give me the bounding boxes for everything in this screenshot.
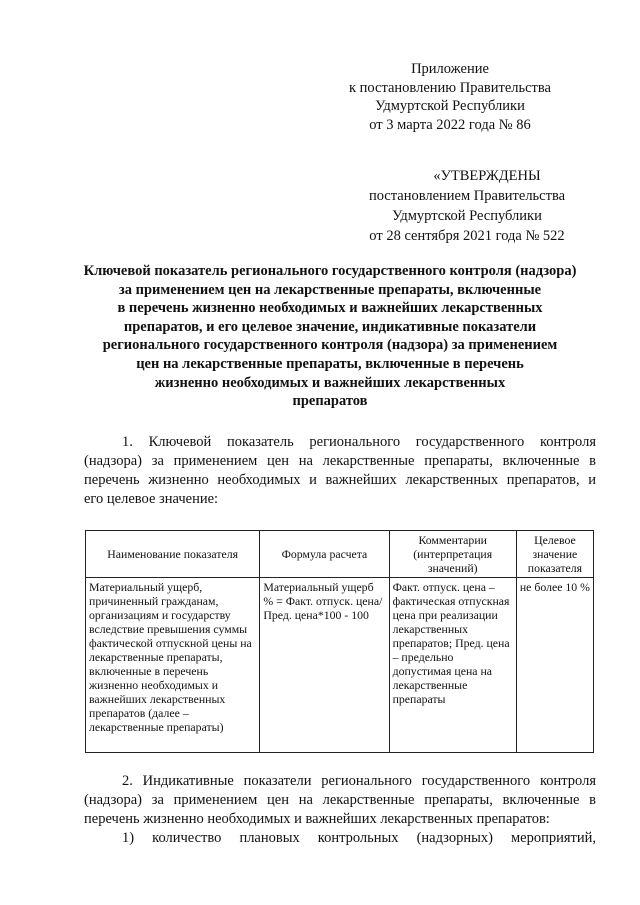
- appendix-line: Приложение: [411, 61, 489, 77]
- approved-line: постановлением Правительства: [368, 188, 566, 204]
- title-line: цен на лекарственные препараты, включенные в перечень: [136, 355, 524, 372]
- approved-line: от 28 сентября 2021 года № 522: [369, 228, 565, 244]
- title-line: за применением цен на лекарственные препараты, включенные: [118, 281, 542, 298]
- paragraph-line: его целевое значение:: [84, 491, 219, 507]
- approved-line: «УТВЕРЖДЕНЫ: [433, 168, 541, 184]
- header-comments: Комментарии (интерпретация значений): [389, 531, 516, 578]
- title-line: Ключевой показатель регионального государственного контроля (надзора): [83, 263, 577, 279]
- paragraph-line: 1) количество плановых контрольных (надзорных) мероприятий,: [122, 830, 596, 846]
- title-line: препаратов: [292, 393, 368, 410]
- header-target-value: Целевое значение показателя: [516, 531, 593, 578]
- appendix-line: к постановлению Правительства: [349, 79, 551, 96]
- document-title: [80, 262, 580, 411]
- cell-indicator-name: Материальный ущерб, причиненный гражданам, организациям и государству вследствие превышения суммы фактической отпускной цены на лекарственные препараты, включенные в перечень жизненно необходимых и важнейших лекарственных препаратов (далее – лекарственные препараты): [86, 578, 260, 753]
- approved-line: Удмуртской Республики: [392, 208, 542, 224]
- paragraph-line: перечень жизненно необходимых и важнейших лекарственных препаратов, и: [84, 472, 596, 488]
- title-line: регионального государственного контроля (надзора) за применением: [102, 337, 558, 354]
- table-header-row: [86, 531, 594, 578]
- cell-formula: Материальный ущерб % = Факт. отпуск. цена/ Пред. цена*100 - 100: [260, 578, 389, 753]
- paragraph-line: 2. Индикативные показатели регионального государственного контроля: [122, 773, 596, 789]
- header-formula: Формула расчета: [260, 531, 389, 578]
- paragraph-line: (надзора) за применением цен на лекарственные препараты, включенные в: [84, 792, 596, 808]
- section-1-paragraph: [84, 433, 596, 509]
- section-2-paragraph: [84, 772, 596, 848]
- header-indicator-name: Наименование показателя: [86, 531, 260, 578]
- table-row: [86, 578, 594, 753]
- title-line: жизненно необходимых и важнейших лекарственных: [154, 374, 506, 391]
- approved-header: [352, 166, 582, 246]
- cell-target-value: не более 10 %: [516, 578, 593, 753]
- key-indicator-table: [85, 530, 594, 753]
- paragraph-line: (надзора) за применением цен на лекарственные препараты, включенные в: [84, 453, 596, 469]
- appendix-line: от 3 марта 2022 года № 86: [369, 116, 531, 133]
- appendix-line: Удмуртской Республики: [375, 98, 525, 114]
- title-line: препаратов, и его целевое значение, индикативные показатели: [123, 318, 537, 335]
- title-line: в перечень жизненно необходимых и важнейших лекарственных: [117, 300, 543, 317]
- cell-comments: Факт. отпуск. цена – фактическая отпускная цена при реализации лекарственных препаратов; Пред. цена – предельно допустимая цена на лекарственные препараты: [389, 578, 516, 753]
- paragraph-line: 1. Ключевой показатель регионального государственного контроля: [122, 434, 596, 450]
- paragraph-line: перечень жизненно необходимых и важнейших лекарственных препаратов:: [84, 811, 550, 827]
- appendix-header: [320, 60, 580, 134]
